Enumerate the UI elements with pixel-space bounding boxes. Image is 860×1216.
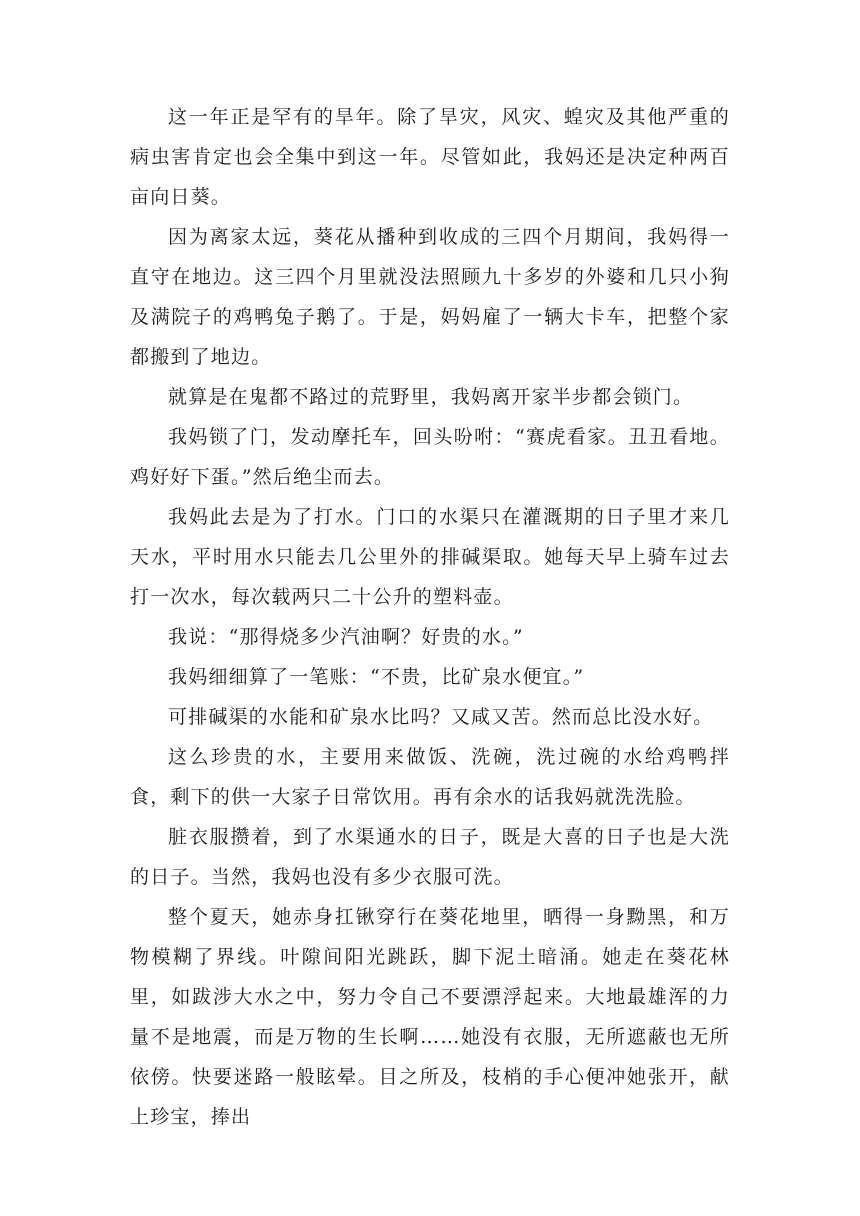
paragraph-precious-water: 这么珍贵的水，主要用来做饭、洗碗，洗过碗的水给鸡鸭拌食，剩下的供一大家子日常饮用。再有余水的话我妈就洗洗脸。	[130, 746, 730, 808]
document-body	[130, 97, 730, 1137]
paragraph-lock-door: 就算是在鬼都不路过的荒野里，我妈离开家半步都会锁门。	[168, 386, 694, 408]
paragraph-mom-calculates: 我妈细细算了一笔账：“不贵，比矿泉水便宜。”	[168, 666, 585, 688]
paragraph-laundry: 脏衣服攒着，到了水渠通水的日子，既是大喜的日子也是大洗的日子。当然，我妈也没有多少衣服可洗。	[130, 826, 730, 888]
paragraph-salty-water: 可排碱渠的水能和矿泉水比吗？又咸又苦。然而总比没水好。	[168, 706, 714, 728]
paragraph-motorcycle: 我妈锁了门，发动摩托车，回头吩咐：“赛虎看家。丑丑看地。鸡好好下蛋。”然后绝尘而去。	[130, 426, 730, 488]
paragraph-fetch-water: 我妈此去是为了打水。门口的水渠只在灌溉期的日子里才来几天水，平时用水只能去几公里外的排碱渠取。她每天早上骑车过去打一次水，每次载两只二十公升的塑料壶。	[130, 506, 730, 608]
paragraph-drought-year: 这一年正是罕有的旱年。除了旱灾，风灾、蝗灾及其他严重的病虫害肯定也会全集中到这一年。尽管如此，我妈还是决定种两百亩向日葵。	[130, 106, 730, 208]
paragraph-move-to-field: 因为离家太远，葵花从播种到收成的三四个月期间，我妈得一直守在地边。这三四个月里就没法照顾九十多岁的外婆和几只小狗及满院子的鸡鸭兔子鹅了。于是，妈妈雇了一辆大卡车，把整个家都搬到了地边。	[130, 226, 730, 368]
paragraph-i-said: 我说：“那得烧多少汽油啊？好贵的水。”	[168, 626, 524, 648]
paragraph-summer: 整个夏天，她赤身扛锹穿行在葵花地里，晒得一身黝黑，和万物模糊了界线。叶隙间阳光跳跃，脚下泥土暗涌。她走在葵花林里，如跋涉大水之中，努力令自己不要漂浮起来。大地最雄浑的力量不是地震，而是万物的生长啊……她没有衣服，无所遮蔽也无所依傍。快要迷路一般眩晕。目之所及，枝梢的手心便冲她张开，献上珍宝，捧出	[130, 906, 730, 1128]
